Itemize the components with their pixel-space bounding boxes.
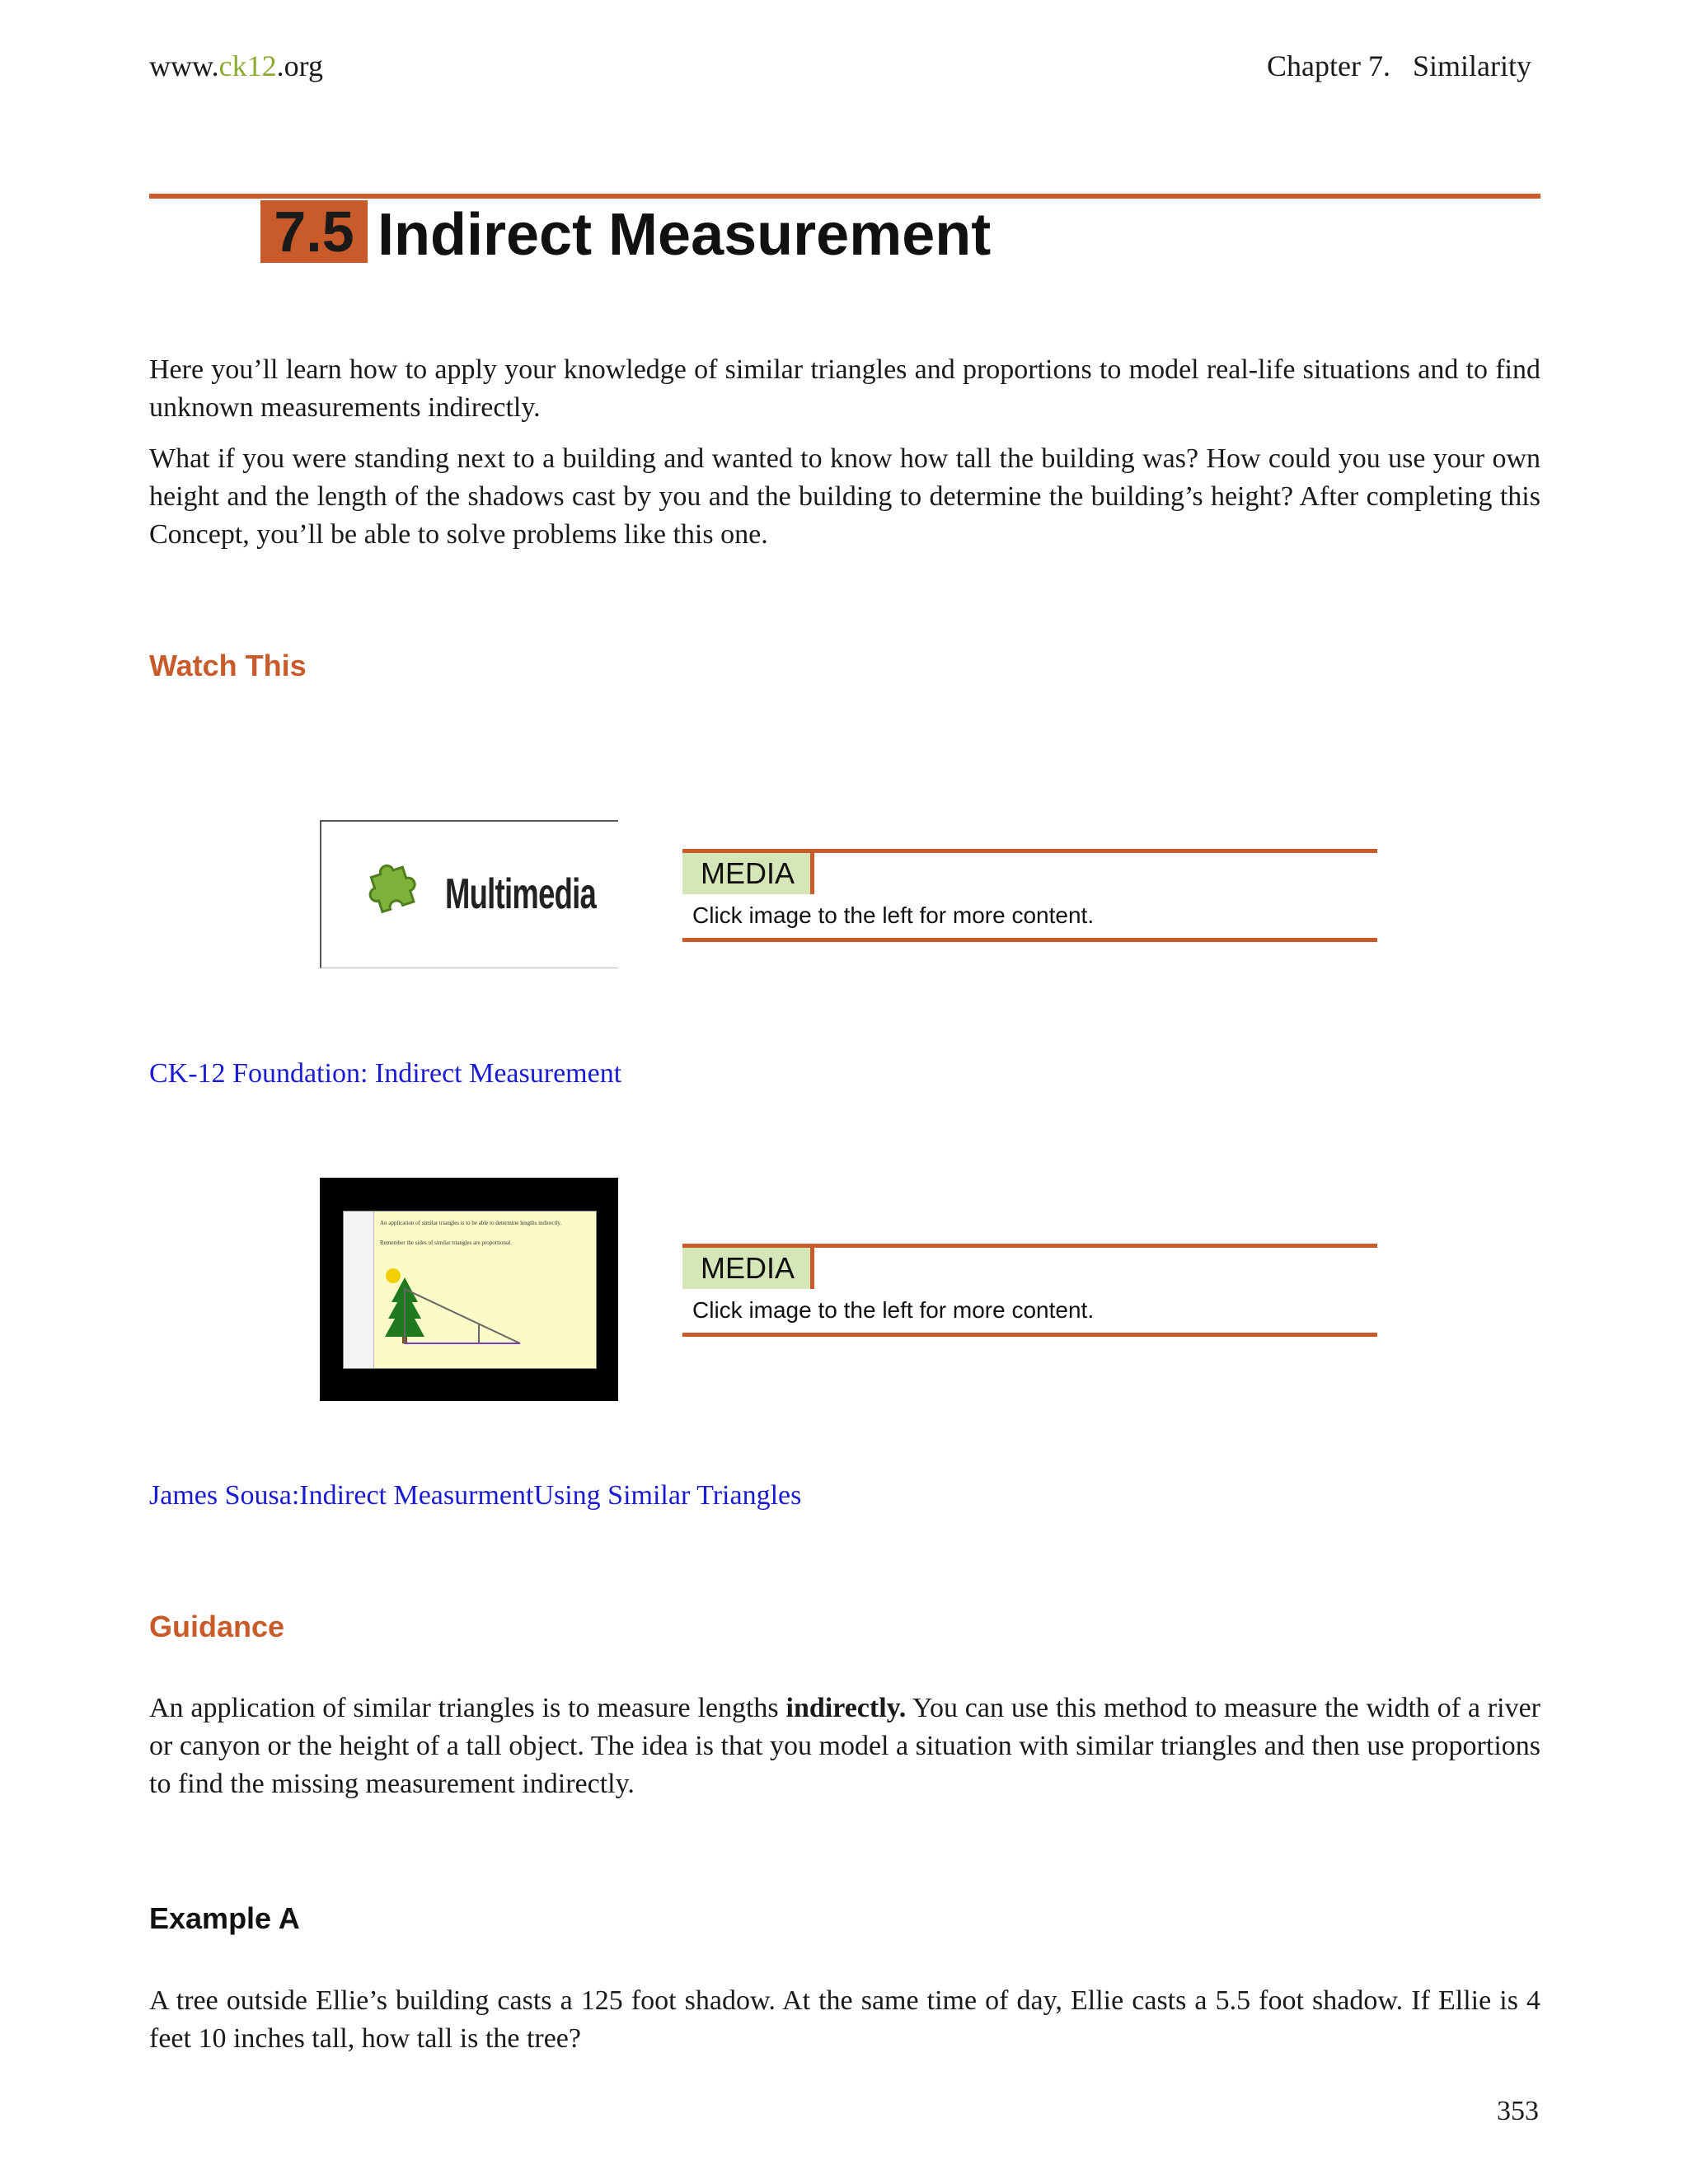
media-caption: Click image to the left for more content. [692, 902, 1095, 928]
guidance-text-after: You can use this method to measure the width of a river or canyon or the height of a tall object. The idea is that you model a situation with similar triangles and then use proportions to find the missing measurement indirectly. [149, 1693, 1540, 1799]
media-box-1 [682, 849, 1377, 942]
media-caption: Click image to the left for more content. [692, 1297, 1095, 1323]
multimedia-thumbnail[interactable] [320, 820, 618, 968]
multimedia-label: Multimedia [445, 870, 597, 918]
site-url-prefix: www. [149, 49, 219, 82]
intro-paragraph-1: Here you’ll learn how to apply your knowledge of similar triangles and proportions to model real-life situations and to find unknown measurements indirectly. [149, 354, 1540, 423]
media-link-ck12[interactable]: CK-12 Foundation: Indirect Measurement [149, 1058, 622, 1089]
media-link-james-sousa[interactable]: James Sousa:Indirect MeasurmentUsing Similar Triangles [149, 1480, 802, 1511]
guidance-paragraph [149, 1690, 1540, 1803]
section-number-badge: 7.5 [260, 200, 368, 263]
example-a-paragraph: A tree outside Ellie’s building casts a 125 foot shadow. At the same time of day, Ellie casts a 5.5 foot shadow. If Ellie is 4 feet 10 inches tall, how tall is the tree? [149, 1985, 1540, 2054]
section-title: Indirect Measurement [377, 202, 992, 268]
example-a-heading: Example A [149, 1901, 300, 1935]
media-tag: MEDIA [682, 1248, 814, 1289]
guidance-bold-word: indirectly. [785, 1693, 907, 1723]
intro-paragraph-2: What if you were standing next to a building and wanted to know how tall the building was? How could you use your own height and the length of the shadows cast by you and the building to determine the building’s height? After completing this Concept, you’ll be able to solve problems like this one. [149, 443, 1540, 550]
page-number: 353 [1497, 2096, 1539, 2126]
video-frame [343, 1211, 597, 1369]
site-url[interactable] [149, 48, 323, 84]
watch-this-heading: Watch This [149, 649, 307, 682]
video-sidebar [344, 1212, 374, 1368]
guidance-heading: Guidance [149, 1610, 285, 1643]
media-box-2 [682, 1244, 1377, 1337]
puzzle-piece-icon [361, 861, 427, 927]
media-tag: MEDIA [682, 853, 814, 894]
guidance-text-before: An application of similar triangles is to measure lengths [149, 1693, 786, 1723]
site-url-suffix: .org [276, 49, 323, 82]
tree-triangle-diagram-icon [380, 1261, 570, 1360]
site-url-brand: ck12 [218, 49, 277, 82]
chapter-title: Chapter 7. Similarity [1267, 49, 1531, 82]
video-thumbnail-similar-triangles[interactable] [320, 1178, 618, 1401]
video-slide-text-2: Remember the sides of similar triangles are proportional. [380, 1240, 512, 1246]
video-slide-text-1: An application of similar triangles is to be able to determine lengths indirectly. [380, 1220, 562, 1226]
